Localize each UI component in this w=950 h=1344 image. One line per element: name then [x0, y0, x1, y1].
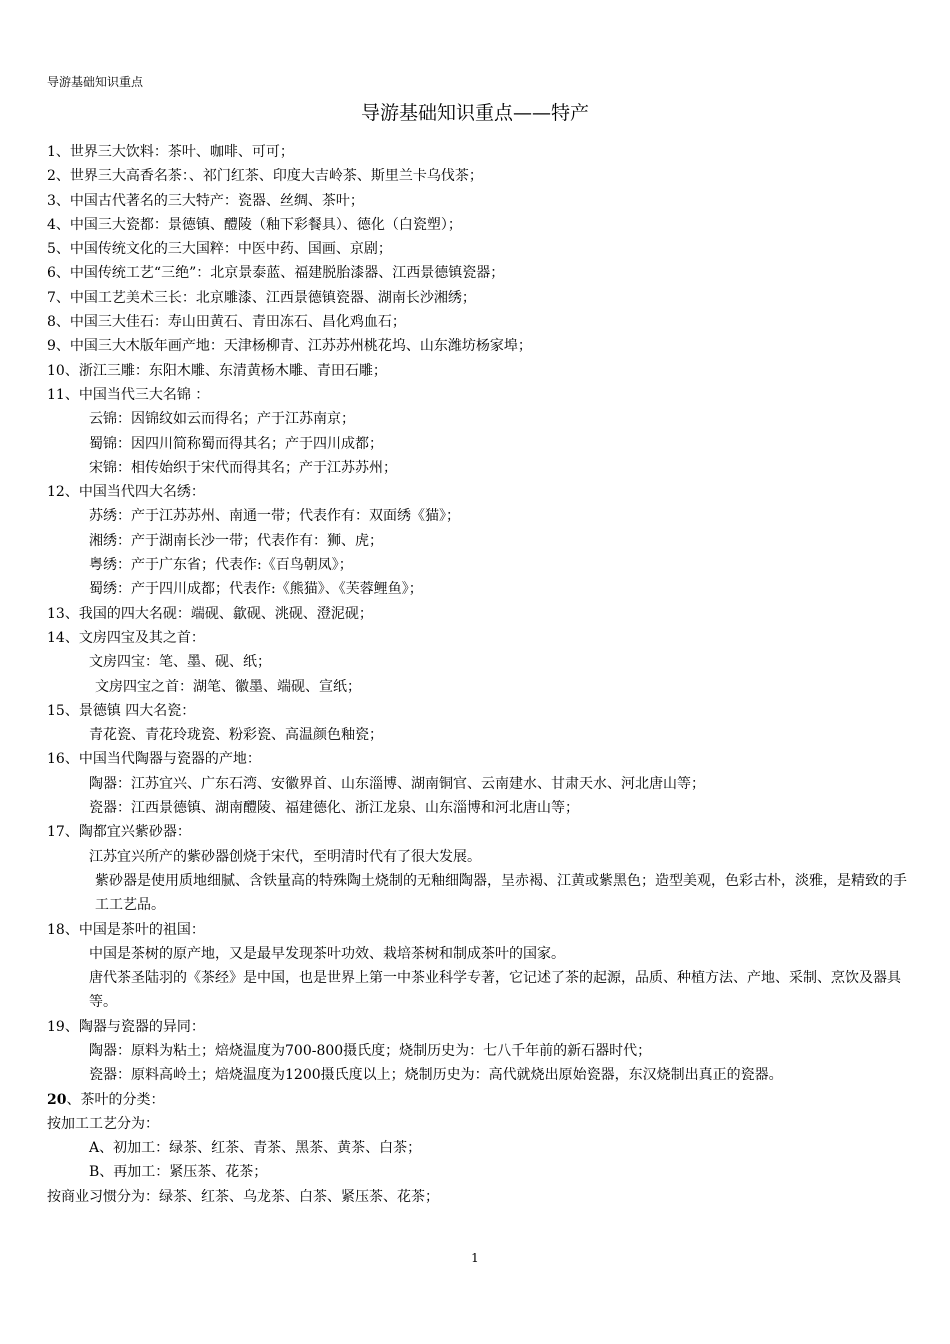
text-line: [47, 796, 907, 820]
line-text: 15、景德镇 四大名瓷：: [47, 702, 196, 719]
text-line: [47, 1063, 907, 1087]
text-line: [47, 820, 907, 844]
line-text: 粤绣：产于广东省；代表作:《百鸟朝凤》；: [89, 557, 353, 574]
line-text: 瓷器：原料高岭土；焙烧温度为1200摄氏度以上；烧制历史为：高代就烧出原始瓷器，东汉烧制出真正的瓷器。: [89, 1067, 783, 1084]
line-text: 3、中国古代著名的三大特产：瓷器、丝绸、茶叶；: [47, 192, 364, 209]
line-text: 10、浙江三雕：东阳木雕、东清黄杨木雕、青田石雕；: [47, 362, 387, 379]
text-line: [47, 456, 907, 480]
text-line: [47, 1088, 907, 1112]
text-line: [47, 480, 907, 504]
line-text: 宋锦：相传始织于宋代而得其名；产于江苏苏州；: [89, 459, 397, 476]
line-text: 湘绣：产于湖南长沙一带；代表作有：狮、虎；: [89, 532, 383, 549]
line-text: 、茶叶的分类：: [66, 1091, 165, 1108]
text-line: [47, 359, 907, 383]
text-line: [47, 1136, 907, 1160]
text-line: [47, 432, 907, 456]
text-line: [47, 1039, 907, 1063]
text-line: [47, 529, 907, 553]
text-line: [47, 1112, 907, 1136]
text-line: [47, 140, 907, 164]
line-text: 13、我国的四大名砚：端砚、歙砚、洮砚、澄泥砚；: [47, 605, 373, 622]
line-text: 江苏宜兴所产的紫砂器创烧于宋代，至明清时代有了很大发展。: [89, 848, 481, 865]
text-line: [47, 699, 907, 723]
line-text: 14、文房四宝及其之首：: [47, 629, 205, 646]
line-text: 云锦：因锦纹如云而得名；产于江苏南京；: [89, 411, 355, 428]
text-line: [47, 334, 907, 358]
text-line: [47, 407, 907, 431]
text-line: [47, 1185, 907, 1209]
line-text: B、再加工：紧压茶、花茶；: [89, 1164, 268, 1181]
text-line: [47, 650, 907, 674]
document-title: 导游基础知识重点——特产: [360, 102, 589, 124]
line-text: 16、中国当代陶器与瓷器的产地：: [47, 751, 261, 768]
text-line: [47, 772, 907, 796]
text-line: [47, 1160, 907, 1184]
text-line: [47, 602, 907, 626]
text-line: [47, 942, 907, 966]
line-text: 紫砂器是使用质地细腻、含铁量高的特殊陶土烧制的无釉细陶器，呈赤褐、江黄或紫黑色；造型美观，色彩古朴，淡雅，是精致的手工工艺品。: [95, 872, 907, 914]
line-text: 8、中国三大佳石：寿山田黄石、青田冻石、昌化鸡血石；: [47, 314, 406, 331]
line-text: 4、中国三大瓷都：景德镇、醴陵（釉下彩餐具）、德化（白瓷塑）；: [47, 216, 462, 233]
line-text: 蜀绣：产于四川成都；代表作:《熊猫》、《芙蓉鲤鱼》；: [89, 581, 423, 598]
text-line: [47, 723, 907, 747]
line-text: 陶器：江苏宜兴、广东石湾、安徽界首、山东淄博、湖南铜官、云南建水、甘肃天水、河北唐山等；: [89, 775, 705, 792]
line-text: 9、中国三大木版年画产地：天津杨柳青、江苏苏州桃花坞、山东潍坊杨家埠；: [47, 338, 532, 355]
line-text: 文房四宝之首：湖笔、徽墨、端砚、宣纸；: [95, 678, 361, 695]
text-line: [47, 261, 907, 285]
line-text: 唐代茶圣陆羽的《茶经》是中国，也是世界上第一中茶业科学专著，它记述了茶的起源，品质、种植方法、产地、采制、烹饮及器具等。: [89, 970, 901, 1011]
item-number: 20: [47, 1091, 67, 1108]
text-line: [47, 869, 907, 918]
line-text: 陶器：原料为粘土；焙烧温度为700-800摄氏度；烧制历史为：七八千年前的新石器时代；: [89, 1042, 652, 1059]
line-text: 蜀锦：因四川简称蜀而得其名；产于四川成都；: [89, 435, 383, 452]
text-line: [47, 626, 907, 650]
text-line: [47, 918, 907, 942]
line-text: 瓷器：江西景德镇、湖南醴陵、福建德化、浙江龙泉、山东淄博和河北唐山等；: [89, 800, 579, 817]
document-body: [47, 140, 907, 1209]
line-text: 苏绣：产于江苏苏州、南通一带；代表作有：双面绣《猫》；: [89, 508, 460, 525]
text-line: [47, 966, 907, 1015]
text-line: [47, 1015, 907, 1039]
line-text: 11、中国当代三大名锦 ：: [47, 386, 210, 403]
line-text: 7、中国工艺美术三长：北京雕漆、江西景德镇瓷器、湖南长沙湘绣；: [47, 289, 476, 306]
text-line: [47, 553, 907, 577]
text-line: [47, 383, 907, 407]
line-text: 6、中国传统工艺“三绝”：北京景泰蓝、福建脱胎漆器、江西景德镇瓷器；: [47, 265, 505, 282]
text-line: [47, 747, 907, 771]
line-text: 17、陶都宜兴紫砂器：: [47, 824, 191, 841]
page-number: 1: [471, 1251, 479, 1265]
text-line: [47, 237, 907, 261]
running-header: 导游基础知识重点: [47, 75, 144, 89]
text-line: [47, 504, 907, 528]
text-line: [47, 189, 907, 213]
line-text: 青花瓷、青花玲珑瓷、粉彩瓷、高温颜色釉瓷；: [89, 727, 383, 744]
line-text: A、初加工：绿茶、红茶、青茶、黑茶、黄茶、白茶；: [89, 1140, 422, 1157]
text-line: [47, 577, 907, 601]
text-line: [47, 310, 907, 334]
line-text: 2、世界三大高香名茶：、祁门红茶、印度大吉岭茶、斯里兰卡乌伐茶；: [47, 168, 483, 185]
line-text: 19、陶器与瓷器的异同：: [47, 1018, 205, 1035]
line-text: 文房四宝：笔、墨、砚、纸；: [89, 654, 271, 671]
text-line: [47, 164, 907, 188]
line-text: 中国是茶树的原产地，又是最早发现茶叶功效、栽培茶树和制成茶叶的国家。: [89, 945, 565, 962]
line-text: 按商业习惯分为：绿茶、红茶、乌龙茶、白茶、紧压茶、花茶；: [47, 1188, 439, 1205]
line-text: 12、中国当代四大名绣：: [47, 484, 205, 501]
line-text: 按加工工艺分为：: [47, 1115, 159, 1132]
line-text: 1、世界三大饮料：茶叶、咖啡、可可；: [47, 144, 294, 160]
text-line: [47, 675, 907, 699]
text-line: [47, 286, 907, 310]
text-line: [47, 213, 907, 237]
line-text: 18、中国是茶叶的祖国：: [47, 921, 205, 938]
text-line: [47, 845, 907, 869]
line-text: 5、中国传统文化的三大国粹：中医中药、国画、京剧；: [47, 241, 392, 258]
